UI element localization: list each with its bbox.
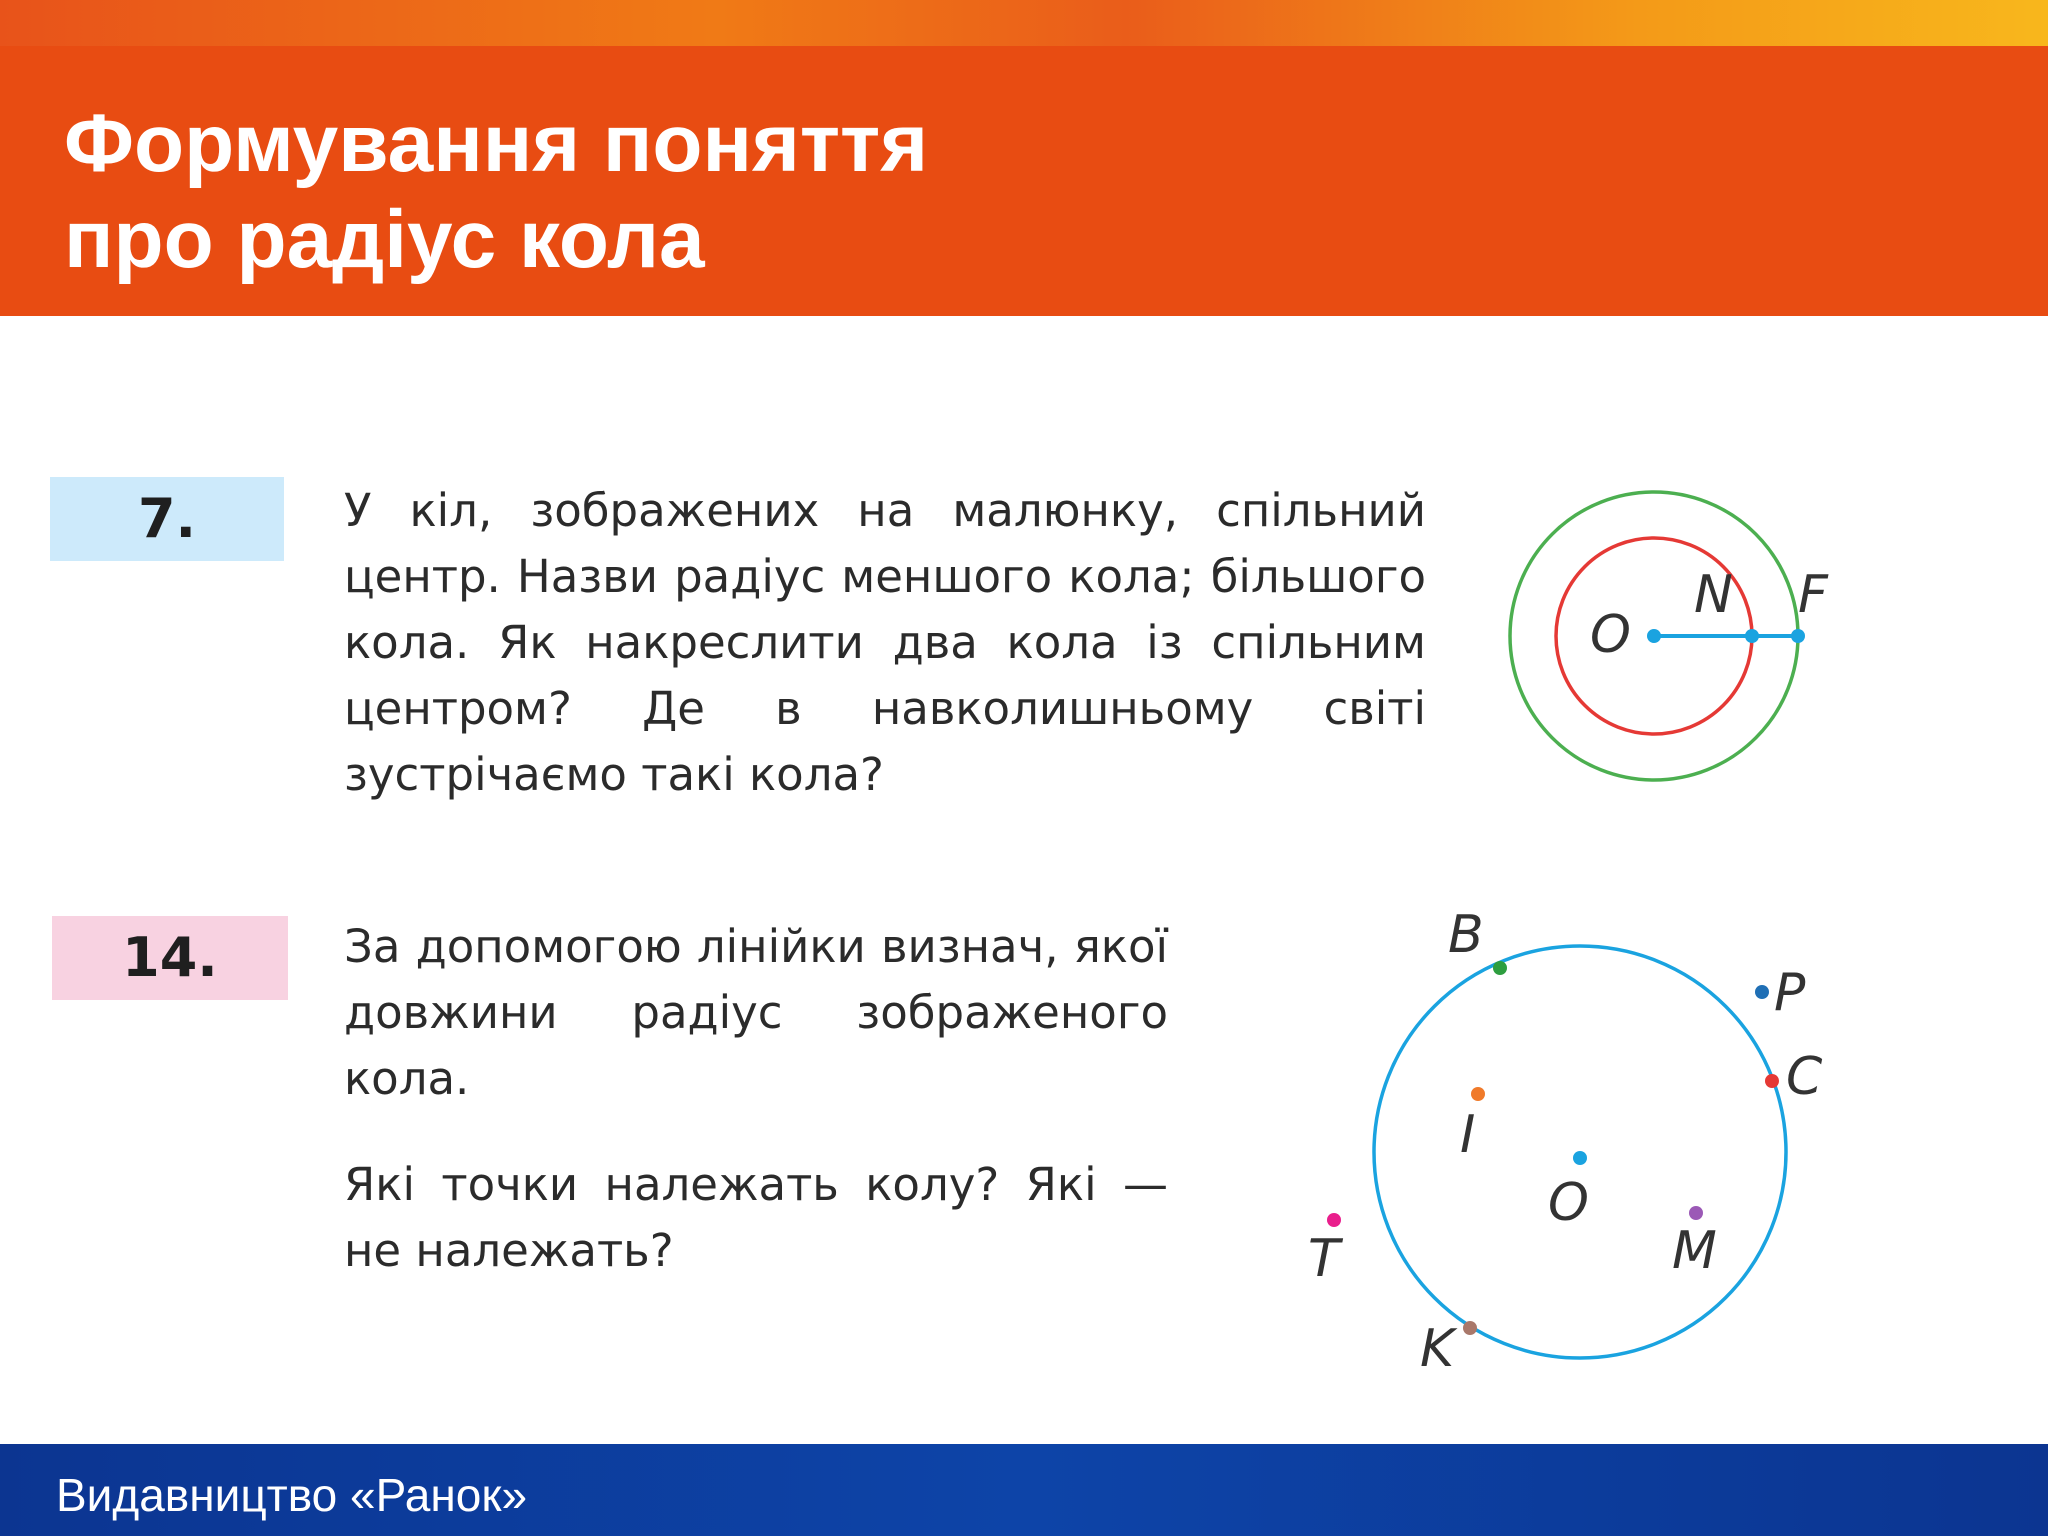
task-14-number-badge: 14. (52, 916, 288, 1000)
point-t-dot (1327, 1213, 1341, 1227)
point-n-dot (1745, 629, 1759, 643)
title-line-1: Формування поняття (64, 98, 929, 189)
circle-points-figure (1290, 900, 1850, 1380)
point-c-dot (1765, 1074, 1779, 1088)
task-7-number-badge: 7. (50, 477, 284, 561)
top-gradient-strip (0, 0, 2048, 46)
point-m-dot (1689, 1206, 1703, 1220)
concentric-circles-figure (1490, 480, 1870, 810)
task-14-text-2: Які точки належать колу? Які — не належать? (344, 1158, 1168, 1277)
label-o: O (1590, 605, 1631, 665)
label-p: P (1774, 963, 1806, 1023)
label-f: F (1798, 565, 1828, 625)
task-7-text: У кіл, зображених на малюнку, спільний центр. Назви радіус меншого кола; більшого кола. Як накреслити два кола із спільним центром? Де в навколишньому світі зустрічаємо такі кола? (344, 484, 1426, 801)
label-k: K (1420, 1319, 1455, 1379)
label-o: O (1548, 1173, 1589, 1233)
label-c: C (1786, 1047, 1823, 1107)
point-k-dot (1463, 1321, 1477, 1335)
point-i-dot (1471, 1087, 1485, 1101)
task-14-text-1: За допомогою лінійки визнач, якої довжини радіус зображеного кола. (344, 920, 1168, 1105)
title-line-2: про радіус кола (64, 194, 705, 285)
label-m: M (1672, 1221, 1717, 1281)
point-p-dot (1755, 985, 1769, 999)
publisher-name: Видавництво «Ранок» (56, 1469, 528, 1521)
label-b: B (1448, 905, 1484, 965)
label-i: I (1460, 1105, 1476, 1165)
point-o-dot (1573, 1151, 1587, 1165)
point-b-dot (1493, 961, 1507, 975)
label-t: T (1308, 1229, 1340, 1289)
page-title (64, 96, 928, 288)
label-n: N (1694, 565, 1733, 625)
point-o-dot (1647, 629, 1661, 643)
point-f-dot (1791, 629, 1805, 643)
